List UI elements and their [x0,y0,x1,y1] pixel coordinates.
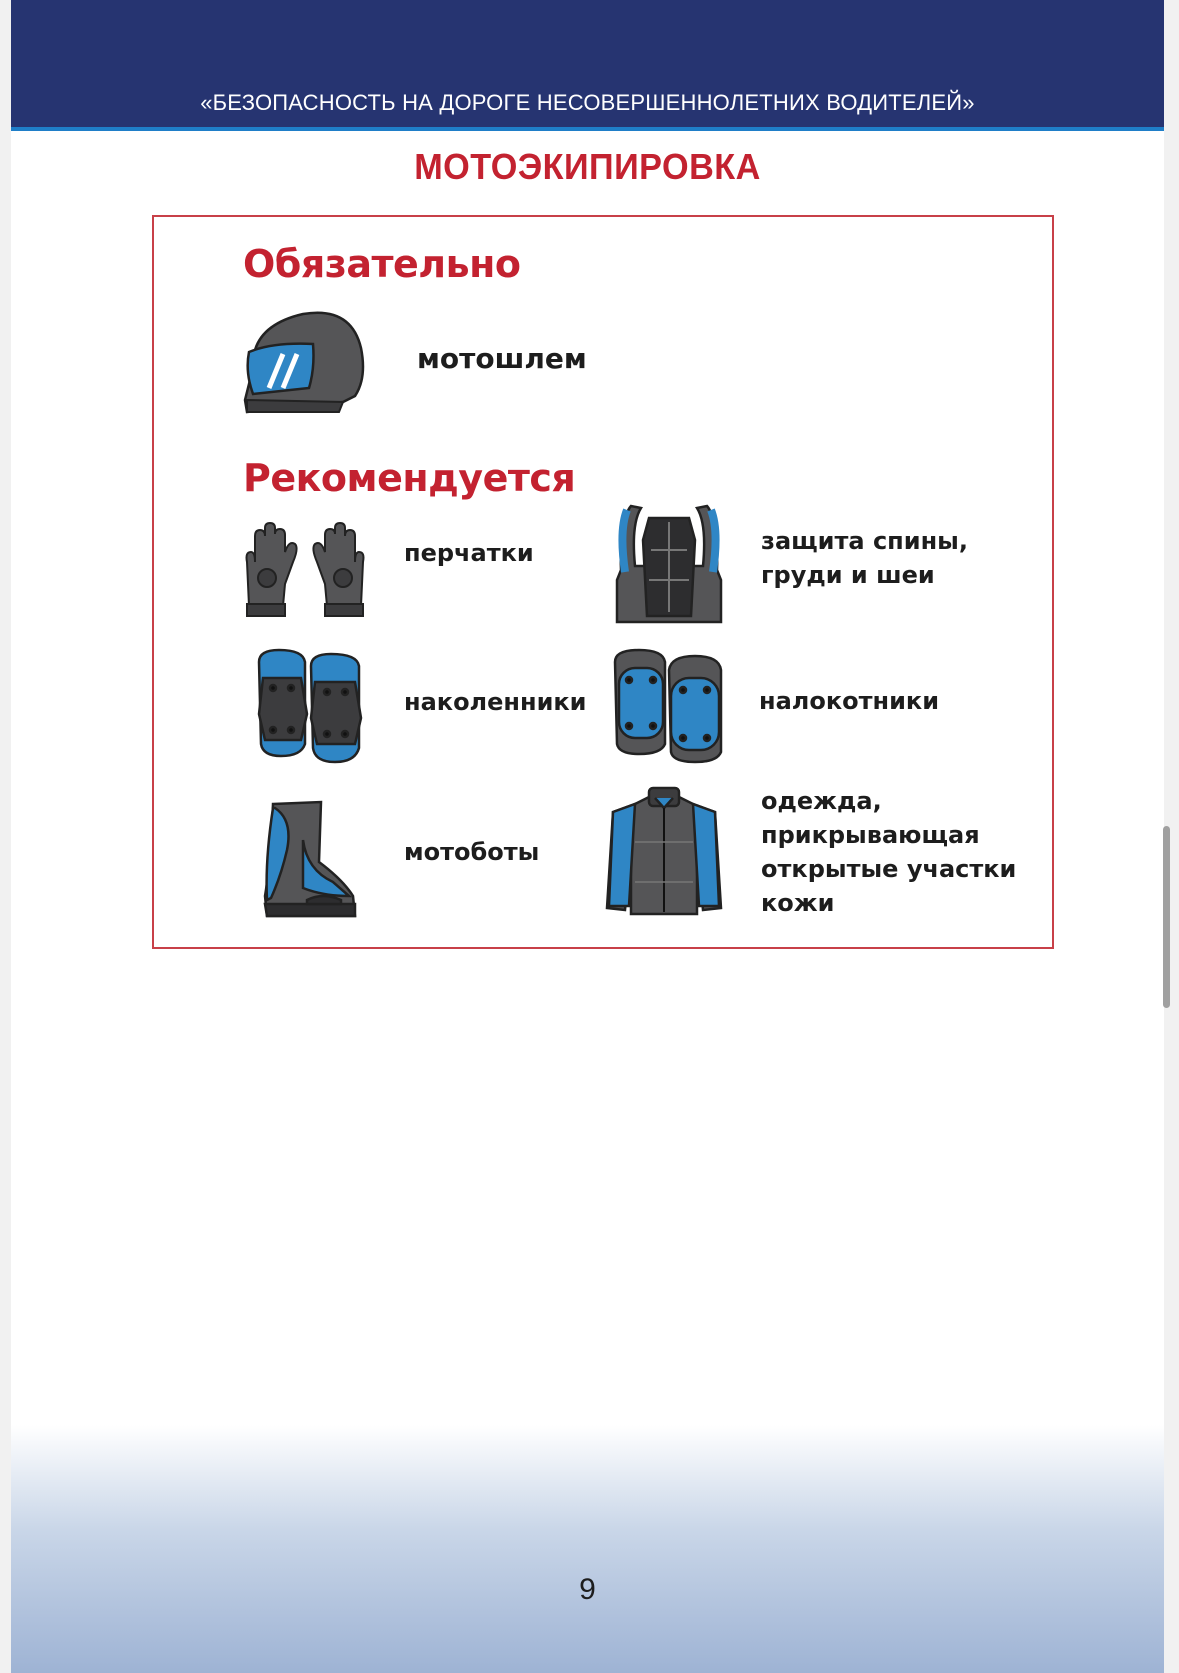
document-page [11,0,1164,1673]
helmet-icon [243,308,373,414]
recommended-heading: Рекомендуется [243,456,576,500]
vertical-scrollbar[interactable] [1163,826,1170,1008]
back-protector-icon [615,500,723,624]
elbow-pads-label: налокотники [759,687,940,715]
gloves-label: перчатки [404,539,534,567]
boots-label: мотоботы [404,838,540,866]
gloves-icon [243,522,367,618]
elbow-pads-icon [611,648,725,764]
header-title: «БЕЗОПАСНОСТЬ НА ДОРОГЕ НЕСОВЕРШЕННОЛЕТНИХ ВОДИТЕЛЕЙ» [200,90,975,115]
knee-pads-icon [255,648,365,764]
page-header [11,0,1164,131]
knee-pads-label: наколенники [404,688,587,716]
page-number: 9 [579,1573,596,1606]
jacket-icon [605,786,723,918]
boots-icon [263,800,357,920]
jacket-label: одежда, прикрывающая открытые участки кожи [761,787,1017,917]
page-title: МОТОЭКИПИРОВКА [414,146,761,187]
helmet-label: мотошлем [417,342,587,375]
required-heading: Обязательно [243,242,521,286]
back-protector-label: защита спины, груди и шеи [761,527,968,589]
